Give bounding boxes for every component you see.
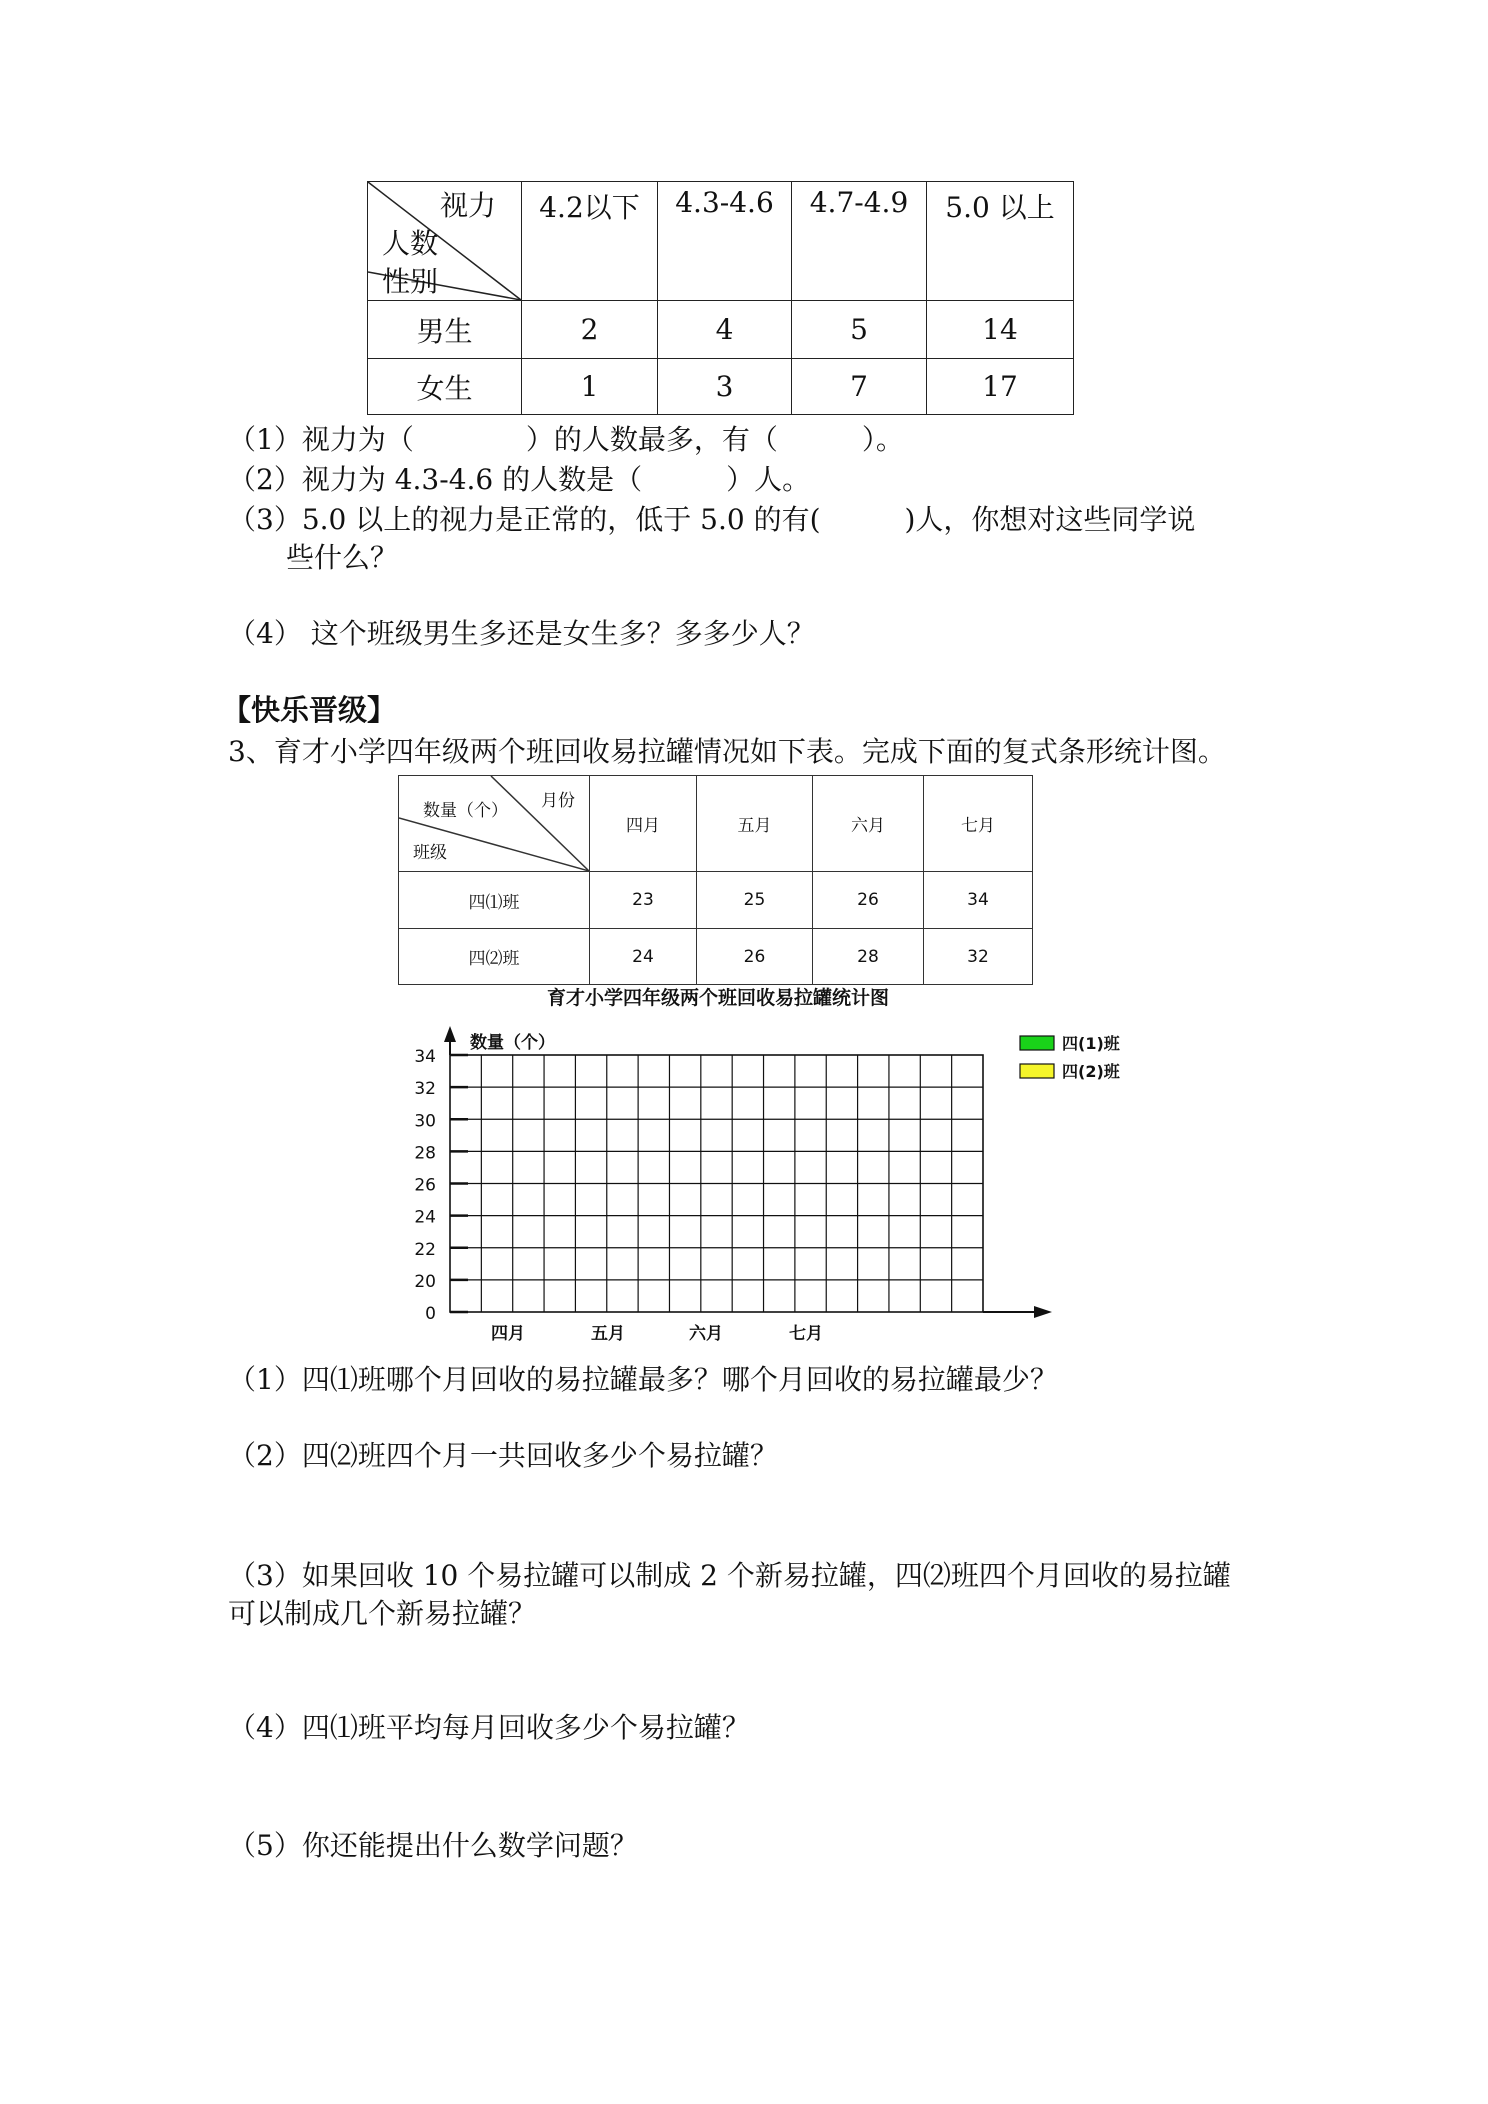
y-tick-label: 30	[414, 1111, 436, 1132]
table-cell: 14	[927, 301, 1074, 359]
table-cell: 28	[813, 929, 924, 985]
question-2-5: （5）你还能提出什么数学问题？	[228, 1829, 638, 1862]
table-cell: 3	[658, 359, 792, 415]
question-2-1: （1）四⑴班哪个月回收的易拉罐最多？哪个月回收的易拉罐最少？	[228, 1363, 1058, 1396]
legend-swatch	[1020, 1036, 1054, 1050]
recycle-header: 五月	[697, 776, 813, 872]
recycle-header: 七月	[924, 776, 1033, 872]
legend-label: 四(1)班	[1062, 1034, 1120, 1053]
table-cell: 32	[924, 929, 1033, 985]
table-cell: 23	[590, 872, 697, 929]
corner-label-vision: 视力	[440, 189, 497, 222]
table-cell: 26	[697, 929, 813, 985]
y-tick-label: 20	[414, 1271, 436, 1292]
question-1-1: （1）视力为（ ）的人数最多，有（ ）。	[228, 423, 904, 456]
y-tick-label: 32	[414, 1079, 436, 1100]
legend-swatch	[1020, 1064, 1054, 1078]
table-cell: 4	[658, 301, 792, 359]
question-1-3: （3）5.0 以上的视力是正常的，低于 5.0 的有( )人，你想对这些同学说	[228, 503, 1196, 536]
y-tick-label: 26	[414, 1175, 436, 1196]
y-axis-arrow	[444, 1026, 456, 1042]
y-tick-label: 28	[414, 1143, 436, 1164]
x-category-label: 四月	[491, 1324, 525, 1344]
table-cell: 24	[590, 929, 697, 985]
x-category-label: 五月	[591, 1324, 625, 1344]
question-2-2: （2）四⑵班四个月一共回收多少个易拉罐？	[228, 1439, 778, 1472]
table-cell: 34	[924, 872, 1033, 929]
question-1-2: （2）视力为 4.3-4.6 的人数是（ ）人。	[228, 463, 811, 496]
problem-3-statement: 3、育才小学四年级两个班回收易拉罐情况如下表。完成下面的复式条形统计图。	[228, 735, 1226, 768]
table-cell: 7	[792, 359, 927, 415]
recycle-header: 四月	[590, 776, 697, 872]
chart-title: 育才小学四年级两个班回收易拉罐统计图	[546, 987, 890, 1009]
row-label-class-1: 四⑴班	[399, 872, 590, 929]
table-cell: 5	[792, 301, 927, 359]
y-tick-label: 0	[425, 1304, 436, 1324]
question-1-3-cont: 些什么？	[286, 541, 399, 574]
row-label-class-2: 四⑵班	[399, 929, 590, 985]
y-axis-label: 数量（个）	[470, 1033, 555, 1053]
question-2-3: （3）如果回收 10 个易拉罐可以制成 2 个新易拉罐，四⑵班四个月回收的易拉罐	[228, 1559, 1231, 1592]
y-tick-label: 34	[414, 1047, 436, 1067]
vision-header: 4.7-4.9	[792, 182, 927, 301]
legend-label: 四(2)班	[1062, 1062, 1120, 1081]
x-axis-arrow	[1034, 1306, 1052, 1318]
corner-label-gender: 性别	[382, 265, 439, 298]
corner-label-month: 月份	[541, 791, 575, 811]
table-cell: 2	[522, 301, 658, 359]
table-cell: 1	[522, 359, 658, 415]
section-title: 【快乐晋级】	[222, 693, 397, 727]
question-2-3-cont: 可以制成几个新易拉罐？	[228, 1597, 537, 1630]
recycle-header: 六月	[813, 776, 924, 872]
vision-header: 4.2以下	[522, 182, 658, 301]
y-tick-label: 24	[414, 1207, 436, 1228]
vision-header: 4.3-4.6	[658, 182, 792, 301]
vision-header: 5.0 以上	[927, 182, 1074, 301]
row-label-boys: 男生	[368, 301, 522, 359]
x-category-label: 六月	[689, 1324, 723, 1344]
corner-label-count: 人数	[382, 227, 439, 260]
corner-label-quantity: 数量（个）	[423, 801, 508, 821]
question-2-4: （4）四⑴班平均每月回收多少个易拉罐？	[228, 1711, 750, 1744]
table-cell: 26	[813, 872, 924, 929]
question-1-4: （4） 这个班级男生多还是女生多？多多少人？	[228, 617, 815, 650]
x-category-label: 七月	[789, 1324, 823, 1344]
table-cell: 17	[927, 359, 1074, 415]
row-label-girls: 女生	[368, 359, 522, 415]
y-tick-label: 22	[414, 1239, 436, 1260]
table-cell: 25	[697, 872, 813, 929]
corner-label-class: 班级	[413, 843, 447, 863]
